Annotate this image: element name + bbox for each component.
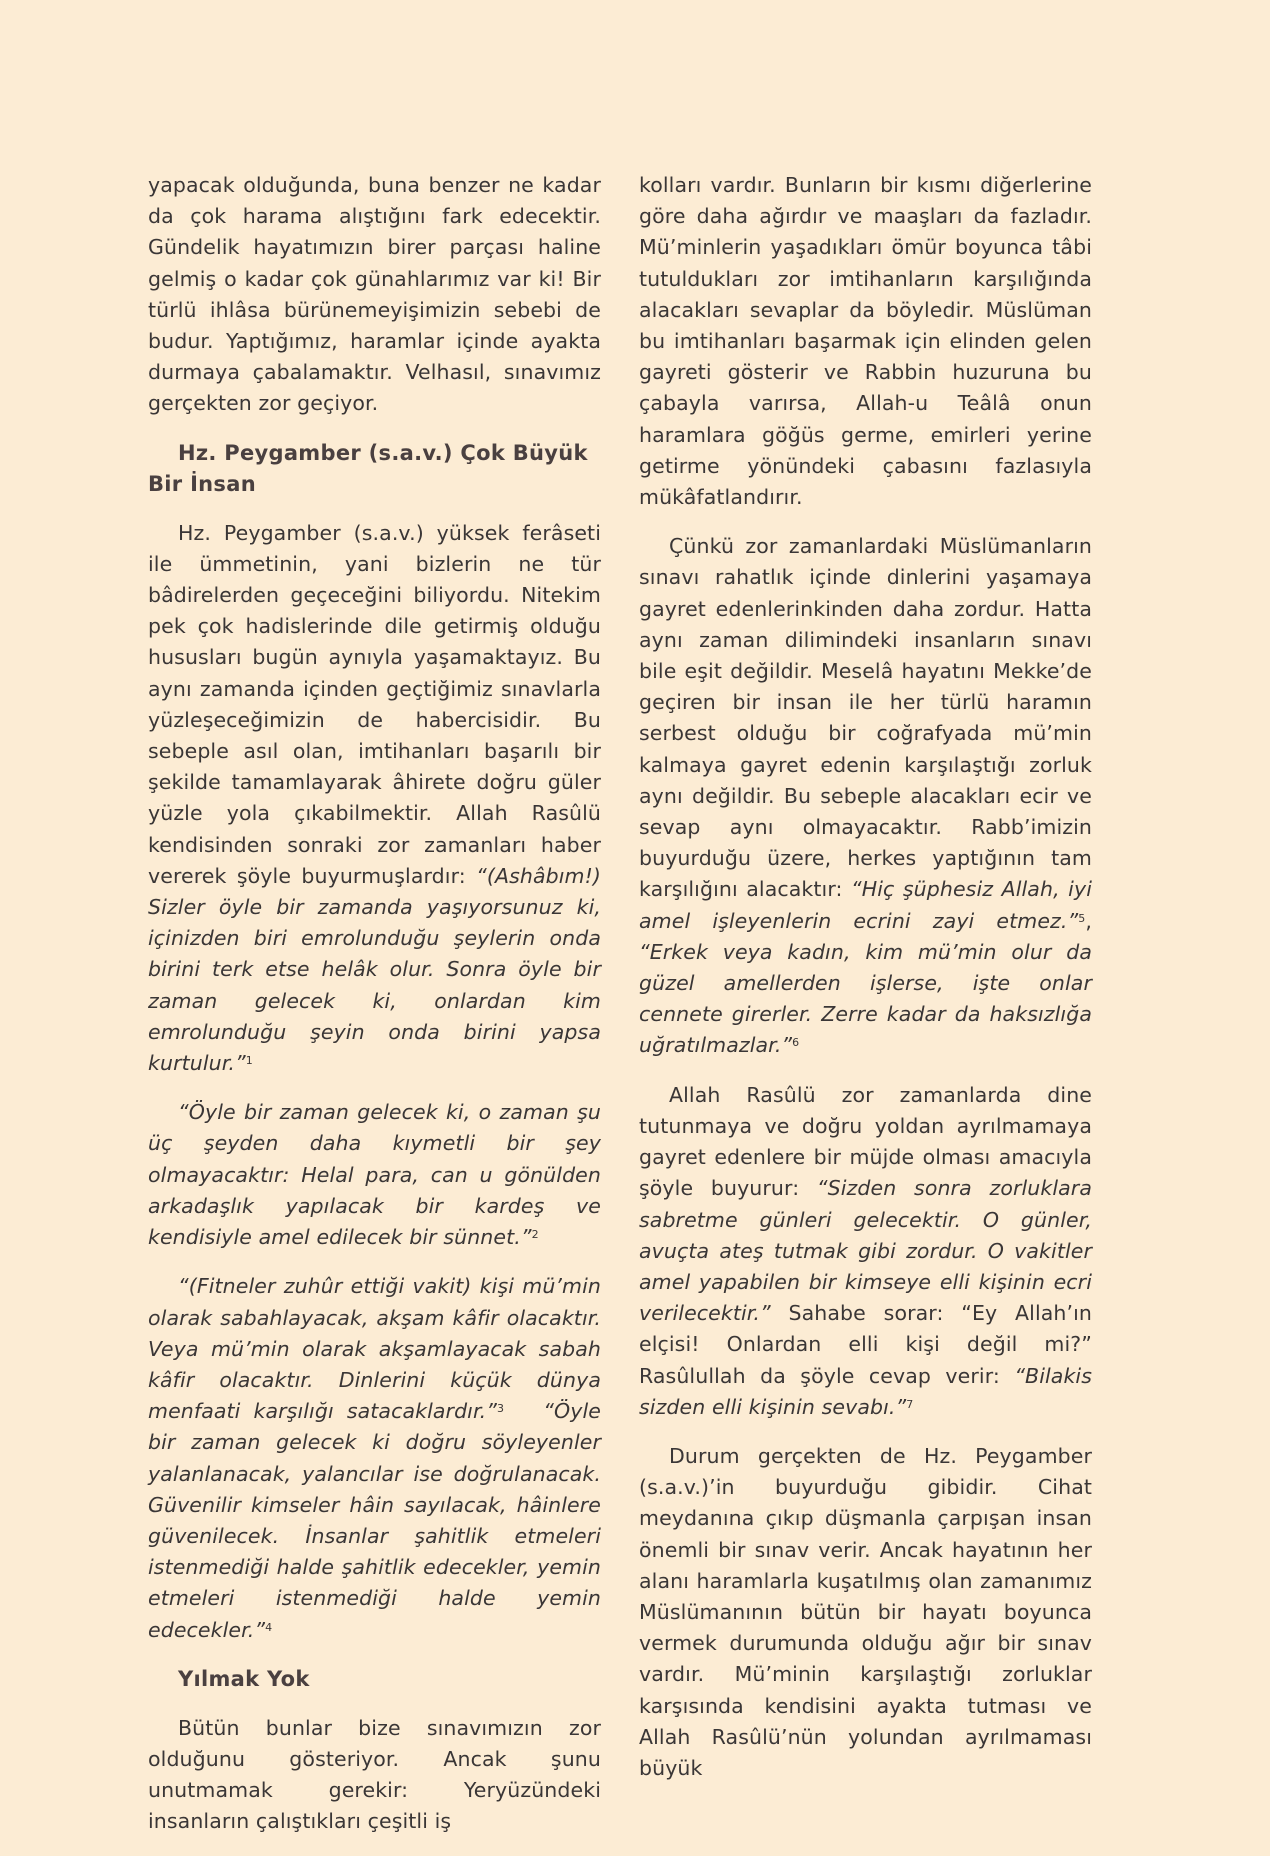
body-text: Çünkü zor zamanlardaki Müslümanların sınavı rahatlık içinde dinlerini yaşamaya gayret edenlerinkinden daha zordur. Hatta aynı zaman dilimindeki insanların sınavı bile eşit değildir. Meselâ hayatını Mekke’de geçiren bir insan ile her türlü haramın serbest olduğu bir coğrafyada mü’min kalmaya gayret edenin karşılaştığı zorluk aynı değildir. Bu sebeple alacakları ecir ve sevap aynı olmayacaktır. Rabb’imizin buyurduğu üzere, herkes yaptığının tam karşılığını alacaktır: [639,534,1092,902]
verse-quote: “Hiç şüphesiz Allah, iyi amel işleyenlerin ecrini zayi etmez.” [639,877,1092,933]
paragraph: yapacak olduğunda, buna benzer ne kadar da çok harama alıştığını fark edecektir. Gündelik hayatımızın birer parçası haline gelmiş o kadar çok günahlarımız var ki! Bir türlü ihlâsa bürünemeyişimizin sebebi de budur. Yaptığımız, haramlar içinde ayakta durmaya çabalamaktır. Velhasıl, sınavımız gerçekten zor geçiyor. [148,173,601,416]
paragraph [148,1271,601,1645]
paragraph: Durum gerçekten de Hz. Peygamber (s.a.v.)’in buyurduğu gibidir. Cihat meydanına çıkıp düşmanla çarpışan insan önemli bir sınav verir. Ancak hayatının her alanı haramlarla kuşatılmış olan zamanımız Müslümanının bütün bir hayatı boyunca vermek durumunda olduğu ağır bir sınav vardır. Mü’minin karşılaştığı zorluklar karşısında kendisini ayakta tutması ve Allah Rasûlü’nün yolundan ayrılmaması büyük [639,1443,1092,1780]
footnote-ref: 5 [1078,911,1086,925]
body-text: Allah Rasûlü zor zamanlarda dine tutunmaya ve doğru yoldan ayrılmamaya gayret edenlere bir müjde olması amacıyla şöyle buyurur: [639,1082,1092,1201]
paragraph [148,1097,601,1253]
hadith-quote: “Sizden sonra zorluklara sabretme günleri gelecektir. O günler, avuçta ateş tutmak gibi zordur. O vakitler amel yapabilen bir kimseye elli kişinin ecri verilecektir.” [639,1176,1092,1326]
section-heading: Yılmak Yok [178,1666,310,1691]
section-heading: Hz. Peygamber (s.a.v.) Çok Büyük Bir İnsan [148,440,588,496]
paragraph: Bütün bunlar bize sınavımızın zor olduğunu gösteriyor. Ancak şunu unutmamak gerekir: Yeryüzündeki insanların çalıştıkları çeşitli iş [148,1715,601,1834]
paragraph [639,531,1092,1061]
right-column [639,170,1092,1802]
footnote-ref: 6 [792,1036,800,1050]
footnote-ref: 1 [245,1054,253,1068]
hadith-quote: “Öyle bir zaman gelecek ki, o zaman şu üç şeyden daha kıymetli bir şey olmayacaktır: Helal para, can u gönülden arkadaşlık yapılacak bir kardeş ve kendisiyle amel edilecek bir sünnet.” [148,1100,601,1250]
body-text: Sahabe sorar: “Ey Allah’ın elçisi! Onlardan elli kişi değil mi?” Rasûlullah da şöyle cevap verir: [639,1301,1092,1388]
hadith-quote: “(Fitneler zuhûr ettiği vakit) kişi mü’min olarak sabahlayacak, akşam kâfir olacaktır. Veya mü’min olarak akşamlayacak sabah kâfir olacaktır. Dinlerini küçük dünya menfaati karşılığı satacaklardır.” [148,1274,601,1424]
hadith-quote: “Bilakis sizden elli kişinin sevabı.” [639,1363,1092,1419]
separator: , [1085,908,1092,933]
hadith-quote: “Öyle bir zaman gelecek ki doğru söyleyenler yalanlanacak, yalancılar ise doğrulanacak. Güvenilir kimseler hâin sayılacak, hâinlere güvenilecek. İnsanlar şahitlik etmeleri istenmediği halde şahitlik edecekler, yemin etmeleri istenmediği halde yemin edecekler.” [148,1399,601,1642]
footnote-ref: 7 [906,1397,914,1411]
paragraph [639,1080,1092,1423]
hadith-quote: “(Ashâbım!) Sizler öyle bir zamanda yaşıyorsunuz ki, içinizden biri emrolunduğu şeylerin onda birini terk etse helâk olur. Sonra öyle bir zaman gelecek ki, onlardan kim emrolunduğu şeyin onda birini yapsa kurtulur.” [148,863,601,1076]
paragraph [148,518,601,1080]
body-text: Hz. Peygamber (s.a.v.) yüksek ferâseti ile ümmetinin, yani bizlerin ne tür bâdirelerden geçeceğini biliyordu. Nitekim pek çok hadislerinde dile getirmiş olduğu hususları bugün aynıyla yaşamaktayız. Bu aynı zamanda içinden geçtiğimiz sınavlarla yüzleşeceğimizin de habercisidir. Bu sebeple asıl olan, imtihanları başarılı bir şekilde tamamlayarak âhirete doğru güler yüzle yola çıkabilmektir. Allah Rasûlü kendisinden sonraki zor zamanları haber vererek şöyle buyurmuşlardır: [148,520,601,888]
left-column [148,170,601,1856]
paragraph: kolları vardır. Bunların bir kısmı diğerlerine göre daha ağırdır ve maaşları da fazladır. Mü’minlerin yaşadıkları ömür boyunca tâbi tutuldukları zor imtihanların karşılığında alacakları sevaplar da böyledir. Müslüman bu imtihanları başarmak için elinden gelen gayreti gösterir ve Rabbin huzuruna bu çabayla varırsa, Allah-u Teâlâ onun haramlara göğüs germe, emirleri yerine getirme yönündeki çabasını fazlasıyla mükâfatlandırır. [639,173,1092,510]
verse-quote: “Erkek veya kadın, kim mü’min olur da güzel amellerden işlerse, işte onlar cennete girerler. Zerre kadar da haksızlığa uğratılmazlar.” [639,939,1092,1058]
footnote-ref: 2 [531,1228,539,1242]
footnote-ref: 3 [496,1402,505,1416]
footnote-ref: 4 [265,1620,273,1634]
